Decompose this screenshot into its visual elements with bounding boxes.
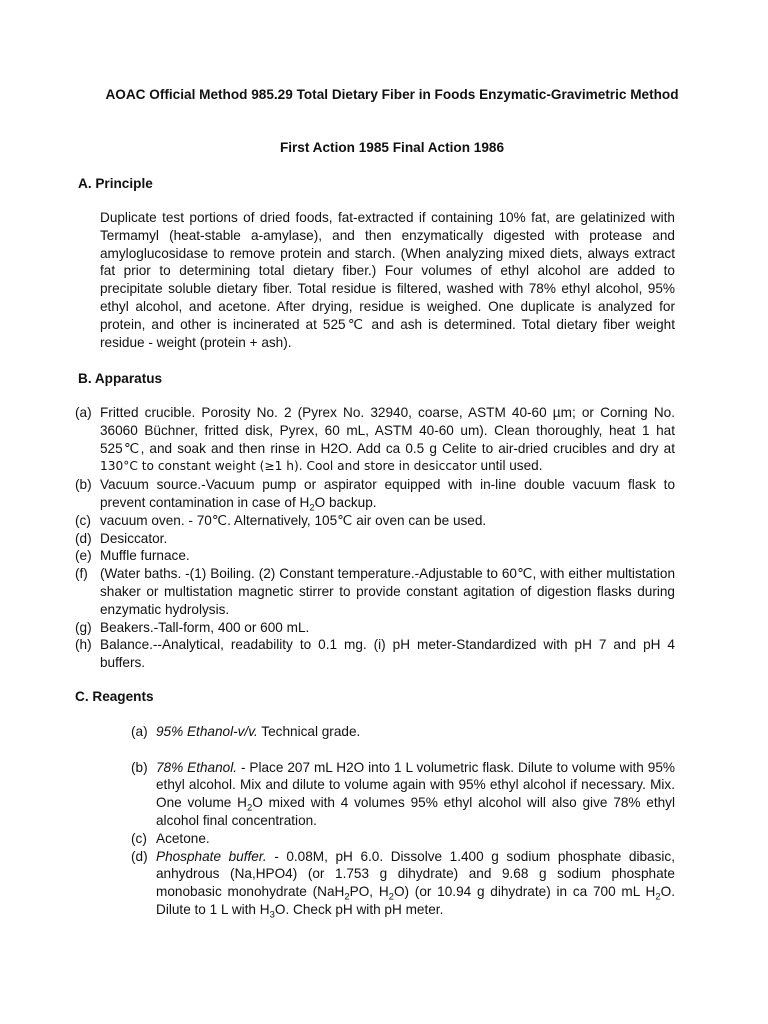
section-heading-principle: A. Principle [78, 176, 153, 191]
item-text-end: O mixed with 4 volumes 95% ethyl alcohol will also give 78% ethyl alcohol final concentration. [156, 795, 675, 828]
list-item [75, 636, 675, 672]
item-text-end: O backup. [314, 494, 377, 510]
list-marker: (g) [75, 619, 92, 635]
list-marker: (d) [75, 530, 92, 546]
item-text-segment: 130°C to constant weight (≥1 h). Cool and store in desiccator [100, 459, 477, 474]
subscript: 2 [309, 502, 315, 514]
list-item [131, 759, 675, 830]
list-marker: (b) [131, 759, 148, 775]
reagent-term: 78% Ethanol. [156, 759, 238, 775]
list-marker: (e) [75, 548, 92, 564]
subscript: 2 [344, 891, 350, 903]
item-text: Technical grade. [257, 724, 361, 739]
section-heading-apparatus: B. Apparatus [78, 371, 163, 386]
reagent-term: 95% Ethanol-v/v. [156, 724, 258, 739]
item-text: Acetone. [156, 830, 210, 846]
section-heading-reagents: C. Reagents [75, 689, 154, 704]
item-text: Beakers.-Tall-form, 400 or 600 mL. [100, 619, 310, 635]
list-marker: (c) [131, 830, 147, 846]
apparatus-list [75, 404, 675, 672]
list-item [131, 723, 675, 741]
item-text: vacuum oven. - 70℃. Alternatively, 105℃ air oven can be used. [100, 512, 487, 528]
list-marker: (h) [75, 637, 92, 653]
document-title: AOAC Official Method 985.29 Total Dietary Fiber in Foods Enzymatic-Gravimetric Method [105, 87, 679, 102]
list-item [75, 512, 675, 530]
item-text: Muffle furnace. [100, 548, 190, 564]
list-item [75, 619, 675, 637]
principle-paragraph: Duplicate test portions of dried foods, fat-extracted if containing 10% fat, are gelatinized with Termamyl (heat-stable a-amylase), and then enzymatically digested with protease and amyloglucosidase to remove protein and starch. (When analyzing mixed diets, always extract fat prior to determining total dietary fiber.) Four volumes of ethyl alcohol are added to precipitate soluble dietary fiber. Total residue is filtered, washed with 78% ethyl alcohol, 95% ethyl alcohol, and acetone. After drying, residue is weighed. One duplicate is analyzed for protein, and other is incinerated at 525℃ and ash is determined. Total dietary fiber weight residue - weight (protein + ash). [100, 210, 675, 350]
list-item [75, 404, 675, 476]
list-marker: (f) [75, 566, 88, 582]
subscript: 2 [655, 891, 661, 903]
subscript: 2 [246, 802, 253, 814]
list-marker: (a) [75, 405, 92, 420]
item-text: PO, H [349, 884, 389, 900]
item-text: Vacuum source.-Vacuum pump or aspirator equipped with in-line double vacuum flask to prevent contamination in case of H [100, 477, 675, 510]
list-marker: (d) [131, 848, 148, 864]
list-marker: (c) [75, 512, 91, 528]
list-marker: (a) [131, 724, 148, 739]
list-item [75, 530, 675, 548]
item-text: O) (or 10.94 g dihydrate) in ca 700 mL H [393, 884, 656, 900]
list-item [131, 830, 675, 848]
item-text: Fritted crucible. Porosity No. 2 (Pyrex No. 32940, coarse, ASTM 40-60 µm; or Corning No. 36060 Büchner, fritted disk, Pyrex, 60 mL, ASTM 40-60 um). Clean thoroughly, heat 1 hat 525℃, and soak and then rinse in H2O. Add ca 0.5 g Celite to air-dried crucibles and dry at [100, 405, 675, 456]
list-marker: (b) [75, 477, 92, 493]
subscript: 2 [388, 891, 394, 903]
reagents-list [131, 723, 675, 919]
item-text: O. Dilute to 1 L with H [156, 884, 676, 917]
list-item [75, 547, 675, 565]
item-text: O. Check pH with pH meter. [274, 901, 444, 917]
subscript: 3 [269, 909, 275, 921]
item-text: - 0.08M, pH 6.0. Dissolve 1.400 g sodium phosphate dibasic, anhydrous (Na,HPO4) (or 1.753 g dihydrate) and 9.68 g sodium phosphate monobasic monohydrate (NaH [156, 848, 675, 900]
item-text: Balance.--Analytical, readability to 0.1 mg. (i) pH meter-Standardized with pH 7 and pH 4 buffers. [100, 637, 675, 671]
item-text: Desiccator. [100, 530, 168, 546]
item-text: - Place 207 mL H2O into 1 L volumetric flask. Dilute to volume with 95% ethyl alcohol. Mix and dilute to volume again with 95% ethyl alcohol if necessary. Mix. One volume H [156, 759, 675, 811]
item-text-end: until used. [476, 458, 543, 474]
list-item [75, 565, 675, 618]
reagent-term: Phosphate buffer. [156, 848, 267, 864]
list-item [75, 476, 675, 512]
list-item [131, 848, 675, 919]
document-subtitle: First Action 1985 Final Action 1986 [279, 140, 505, 155]
item-text: (Water baths. -(1) Boiling. (2) Constant temperature.-Adjustable to 60℃, with either multistation shaker or multistation magnetic stirrer to provide constant agitation of digestion flasks during enzymatic hydrolysis. [100, 566, 675, 617]
